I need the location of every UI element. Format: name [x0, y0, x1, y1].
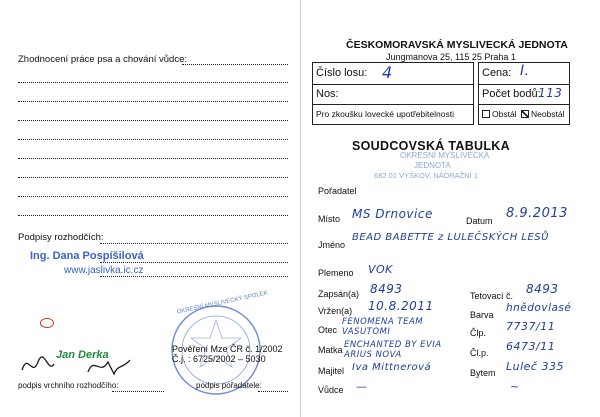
- nos-label: Nos:: [316, 88, 339, 100]
- place-label: Místo: [318, 214, 341, 224]
- lot-label: Číslo losu:: [316, 67, 368, 79]
- handler-label: Vůdce: [318, 385, 344, 395]
- points-label: Počet bodů:: [482, 88, 541, 100]
- evaluation-label: Zhodnocení práce psa a chování vůdce:: [18, 54, 188, 65]
- failed-label: Neobstál: [530, 109, 565, 119]
- registered-label: Zapsán(a): [318, 289, 360, 299]
- organizer-signature-label: podpis pořadatele:: [196, 381, 262, 390]
- color-value: hnědovlasé: [506, 302, 572, 314]
- registered-value: 8493: [370, 282, 403, 296]
- dotted-line: [112, 391, 164, 392]
- dotted-line: [18, 120, 288, 121]
- page-fold: [300, 0, 301, 417]
- authorization-line2: Č.j. : 6725/2002 – 5030: [172, 354, 266, 364]
- mother-num-value: 6473/11: [506, 340, 556, 353]
- stamp-line3: 682 01 VYŠKOV, NÁDRAŽNÍ 1: [374, 171, 478, 180]
- mother-label: Matka: [318, 345, 343, 355]
- dotted-line: [18, 196, 288, 197]
- father-num-label: Člp.: [470, 328, 487, 338]
- breed-label: Plemeno: [318, 268, 354, 278]
- place-value: MS Drnovice: [352, 207, 433, 221]
- red-mark-icon: [40, 318, 54, 328]
- stamp-line2: JEDNOTA: [414, 161, 451, 170]
- judge-green-stamp: Jan Derka: [56, 349, 109, 361]
- mother-num-label: Čl.p.: [470, 348, 489, 358]
- points-value: 113: [538, 86, 563, 100]
- handler-value: —: [356, 380, 368, 393]
- date-label: Datum: [466, 216, 493, 226]
- lot-value: 4: [382, 63, 393, 82]
- passed-checkbox[interactable]: [482, 110, 490, 118]
- handler-mark: ~: [510, 380, 520, 393]
- dotted-line: [18, 177, 288, 178]
- dotted-line: [18, 158, 288, 159]
- father-num-value: 7737/11: [506, 320, 556, 333]
- prize-label: Cena:: [482, 67, 512, 79]
- name-label: Jméno: [318, 240, 346, 250]
- born-value: 10.8.2011: [368, 299, 434, 313]
- org-name: ČESKOMORAVSKÁ MYSLIVECKÁ JEDNOTA: [346, 39, 568, 51]
- round-stamp-text: OKRESNÍ MYSLIVECKÝ SPOLEK: [176, 290, 269, 316]
- father-label: Otec: [318, 325, 338, 335]
- residence-value: Luleč 335: [506, 360, 564, 373]
- dotted-line: [100, 262, 288, 263]
- color-label: Barva: [470, 310, 494, 320]
- tattoo-label: Tetovací č.: [470, 291, 514, 301]
- dotted-line: [18, 101, 288, 102]
- chief-judge-label: podpis vrchního rozhodčího:: [18, 381, 119, 390]
- date-value: 8.9.2013: [506, 206, 568, 221]
- dotted-line: [18, 139, 288, 140]
- judge-stamp-name: Ing. Dana Pospíšilová: [30, 250, 144, 262]
- breed-value: VOK: [368, 263, 393, 276]
- exam-label: Pro zkoušku lovecké upotřebitelnosti: [316, 109, 454, 119]
- dotted-line: [18, 215, 288, 216]
- judge-signature-icon: [18, 350, 138, 380]
- prize-value: I.: [520, 63, 530, 79]
- dotted-line: [18, 82, 288, 83]
- owner-value: Iva Mittnerová: [352, 362, 432, 373]
- judges-signatures-label: Podpisy rozhodčích:: [18, 232, 104, 243]
- born-label: Vržen(a): [318, 306, 353, 316]
- owner-label: Majitel: [318, 366, 345, 376]
- dotted-line: [258, 391, 288, 392]
- dotted-line: [100, 276, 288, 277]
- name-value: BEAD BABETTE z LULEČSKÝCH LESŮ: [352, 232, 549, 243]
- page-title: SOUDCOVSKÁ TABULKA: [352, 139, 510, 153]
- residence-label: Bytem: [470, 368, 496, 378]
- dotted-line: [182, 64, 288, 65]
- result-checkboxes: [482, 109, 565, 119]
- judge-stamp-web: www.jaslivka.ic.cz: [64, 265, 144, 276]
- mother-value: ENCHANTED BY EVIA ARIUS NOVA: [344, 340, 442, 360]
- failed-checkbox[interactable]: [521, 110, 529, 118]
- authorization-line1: Pověření Mze ČR č. 1/2002: [172, 344, 283, 354]
- dotted-line: [100, 243, 288, 244]
- org-address: Jungmanova 25, 115 25 Praha 1: [386, 52, 516, 62]
- father-value: FENOMENA TEAM VASUTOMI: [342, 317, 424, 337]
- stamp-line1: OKRESNÍ MYSLIVECKÁ: [400, 151, 490, 160]
- passed-label: Obstál: [492, 109, 517, 119]
- organizer-label: Pořadatel: [318, 186, 357, 196]
- tattoo-value: 8493: [526, 282, 559, 296]
